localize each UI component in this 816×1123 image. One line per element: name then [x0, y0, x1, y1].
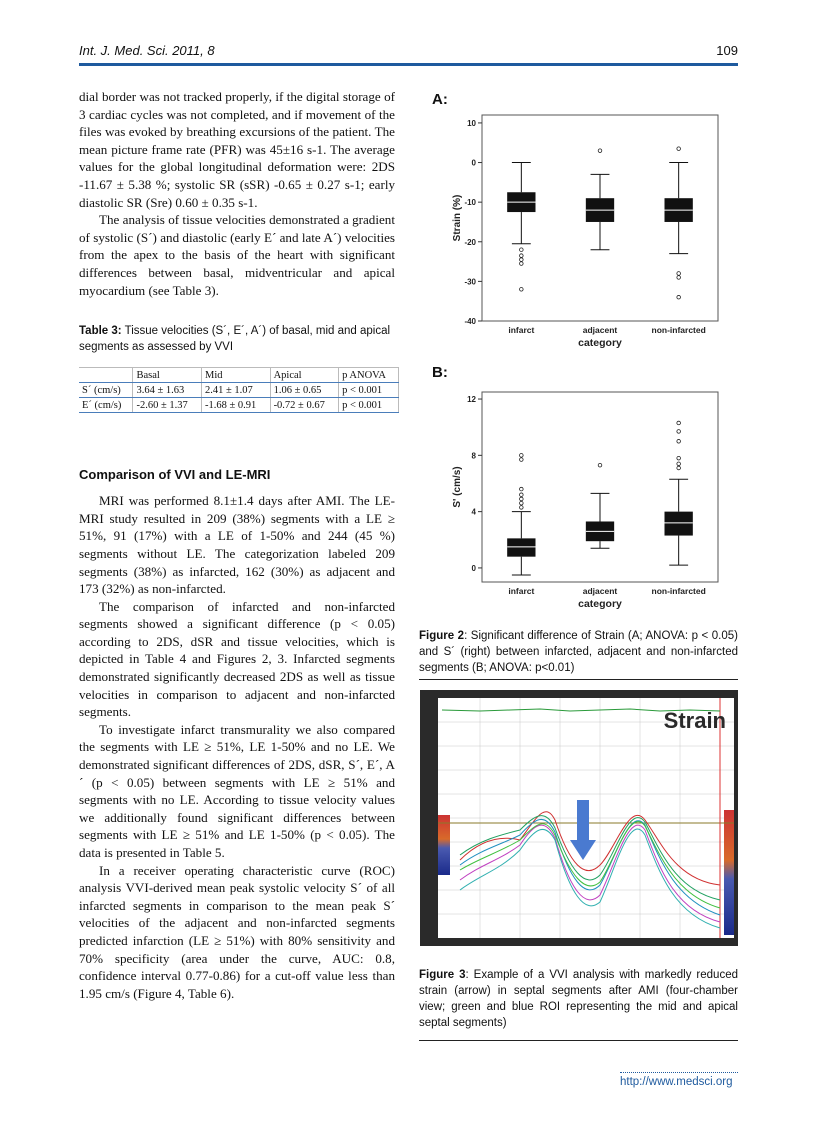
- table-cell: p < 0.001: [339, 398, 399, 413]
- table-row: [79, 383, 399, 398]
- table-header-cell: p ANOVA: [339, 368, 399, 383]
- left-column: [79, 88, 395, 1002]
- x-category-label: infarct: [508, 325, 535, 335]
- table-cell: 3.64 ± 1.63: [133, 383, 202, 398]
- table-3: [79, 367, 399, 413]
- paragraph-3: MRI was performed 8.1±1.4 days after AMI. The LE-MRI study resulted in 209 (38%) segments with a LE ≥ 51%, 91 (17%) with a LE of 1-50% and 244 (45 %) segments without LE. The categorization labeled 209 segments (38%) as infarcted, 162 (30%) as adjacent and 173 (32%) as non-infarcted.: [79, 493, 395, 597]
- x-category-label: infarct: [508, 586, 535, 596]
- box-iqr: [665, 512, 693, 536]
- paragraph-1: dial border was not tracked properly, if the digital storage of 3 cardiac cycles was not completed, and if movement of the files was evoked by breathing excursions of the patient. The mean picture frame rate (PFR) was 45±16 s-1. The average values for the global longitudinal deformation were: 2DS -11.67 ± 5.38 %; systolic SR (sSR) -0.65 ± 0.27 s-1; early diastolic SR (Sre) 0.60 ± 0.35 s-1.: [79, 89, 395, 210]
- figure-2-panel-b-label: B:: [432, 364, 448, 381]
- paragraph-6: In a receiver operating characteristic curve (ROC) analysis VVI-derived mean peak systolic velocity S´ of all infarcted segments in comparison to the mean peak S´ velocities of the adjacent and non-infarcted segments predicted infarction (LE ≥ 51%) with 80% sensitivity and 70% specificity (area under the curve, AUC: 0.8, confidence interval 0.77-0.86) for a cut-off value less than 1.95 cm/s (Figure 4, Table 6).: [79, 862, 395, 1001]
- table-cell: -0.72 ± 0.67: [270, 398, 339, 413]
- paragraph-4: The comparison of infarcted and non-infarcted segments showed a significant difference (p < 0.05) according to 2DS, dSR and tissue velocities, which is depicted in Table 4 and Figures 2, 3. Infarcted segments demonstrated significantly decreased 2DS as well as tissue velocities in comparison to adjacent and non-infarcted segments.: [79, 598, 395, 720]
- x-category-label: adjacent: [582, 325, 618, 335]
- figure-3-overlay-label: Strain: [663, 708, 726, 733]
- figure-3-strain-image: [420, 690, 738, 946]
- x-category-label: non-infarcted: [651, 325, 706, 335]
- figure-2-panel-b-chart: [420, 380, 720, 620]
- running-header-journal: Int. J. Med. Sci. 2011, 8: [79, 43, 215, 58]
- y-tick-label: 10: [467, 118, 476, 128]
- y-tick-label: 0: [471, 158, 476, 168]
- page-number: 109: [716, 43, 738, 58]
- figure-2-caption: [419, 628, 738, 676]
- paragraph-2: The analysis of tissue velocities demonstrated a gradient of systolic (S´) and diastolic (early E´ and late A´) velocities from the apex to the basis of the heart with significant differences between basal, midventricular and apical myocardium (see Table 3).: [79, 212, 395, 298]
- y-tick-label: 8: [471, 451, 476, 461]
- section-heading: Comparison of VVI and LE-MRI: [79, 467, 271, 483]
- table-cell: 1.06 ± 0.65: [270, 383, 339, 398]
- y-tick-label: -20: [464, 237, 476, 247]
- x-axis-label: category: [578, 598, 622, 610]
- table-cell: p < 0.001: [339, 383, 399, 398]
- y-tick-label: 0: [471, 563, 476, 573]
- paragraph-5: To investigate infarct transmurality we also compared the segments with LE ≥ 51%, LE 1-50% and no LE. We demonstrated significant differences of 2DS, dSR, S´, E´, A´ (p < 0.05) between segments with LE ≥ 51% and segments with no LE. According to tissue velocity values we additionally found significant differences between segments with LE ≥ 51% and LE 1-50% (p < 0.05). The data is presented in Table 5.: [79, 721, 395, 860]
- table-header-cell: Mid: [202, 368, 271, 383]
- y-tick-label: 12: [467, 395, 476, 405]
- header-rule: [79, 63, 738, 66]
- y-tick-label: -30: [464, 277, 476, 287]
- figure-3-caption-text: : Example of a VVI analysis with markedly reduced strain (arrow) in septal segments after AMI (four-chamber view; green and blue ROI representing the mid and apical septal segments): [419, 969, 738, 1029]
- table-cell: 2.41 ± 1.07: [202, 383, 271, 398]
- figure-2-caption-label: Figure 2: [419, 630, 465, 642]
- y-tick-label: 4: [471, 507, 476, 517]
- figure-3-caption: [419, 967, 738, 1031]
- figure-2-panel-a-chart: [420, 105, 720, 355]
- table-3-caption: [79, 323, 395, 355]
- table-header-cell: Apical: [270, 368, 339, 383]
- figure-2-caption-text: : Significant difference of Strain (A; ANOVA: p < 0.05) and S´ (right) between infarcted, adjacent and non-infarcted segments (B; ANOVA: p<0.01): [419, 630, 738, 674]
- footer-rule: [620, 1072, 738, 1073]
- table-cell: E´ (cm/s): [79, 398, 133, 413]
- y-axis-label: S' (cm/s): [452, 466, 463, 508]
- table-row: [79, 398, 399, 413]
- figure-3-caption-label: Figure 3: [419, 969, 466, 981]
- box-iqr: [507, 538, 535, 556]
- y-axis-label: Strain (%): [452, 194, 463, 242]
- table-header-row: [79, 368, 399, 383]
- footer-url-link[interactable]: http://www.medsci.org: [620, 1076, 733, 1088]
- figure-2-rule: [419, 679, 738, 680]
- figure-2-panel-a-label: A:: [432, 91, 448, 108]
- x-axis-label: category: [578, 337, 622, 349]
- table-cell: S´ (cm/s): [79, 383, 133, 398]
- y-tick-label: -10: [464, 198, 476, 208]
- table-cell: -1.68 ± 0.91: [202, 398, 271, 413]
- x-category-label: adjacent: [582, 586, 618, 596]
- y-tick-label: -40: [464, 317, 476, 326]
- table-3-caption-label: Table 3:: [79, 325, 122, 338]
- table-header-cell: Basal: [133, 368, 202, 383]
- table-cell: -2.60 ± 1.37: [133, 398, 202, 413]
- table-3-caption-text: Tissue velocities (S´, E´, A´) of basal, mid and apical segments as assessed by VVI: [79, 325, 391, 354]
- table-header-cell: [79, 368, 133, 383]
- x-category-label: non-infarcted: [651, 586, 706, 596]
- figure-3-rule: [419, 1040, 738, 1041]
